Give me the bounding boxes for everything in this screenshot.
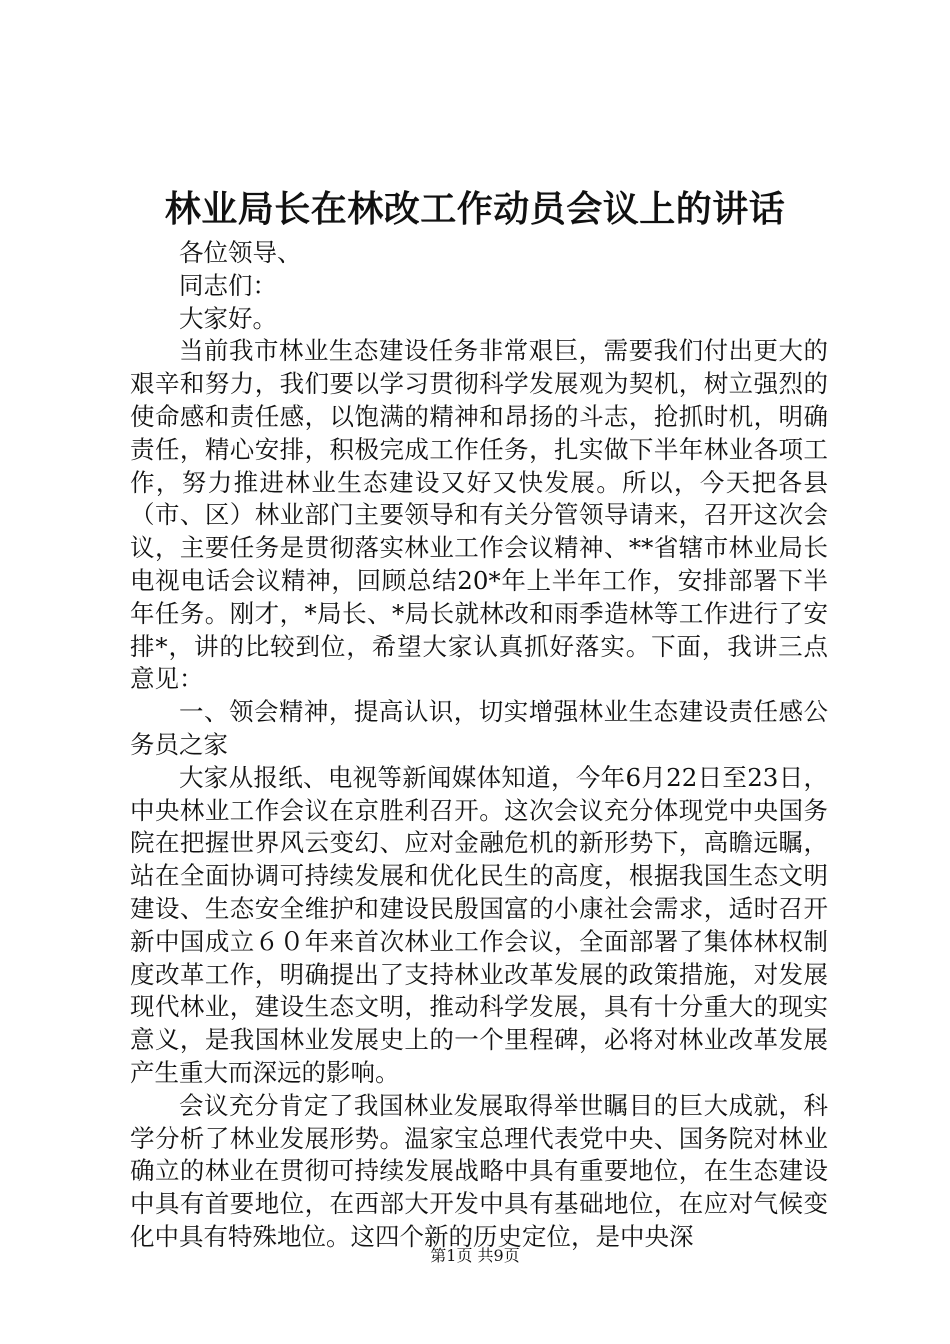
body-paragraph: 大家从报纸、电视等新闻媒体知道，今年6月22日至23日，中央林业工作会议在京胜利召开。这次会议充分体现党中央国务院在把握世界风云变幻、应对金融危机的新形势下，高瞻远瞩，站在全面协调可持续发展和优化民生的高度，根据我国生态文明建设、生态安全维护和建设民殷国富的小康社会需求，适时召开新中国成立６０年来首次林业工作会议，全面部署了集体林权制度改革工作，明确提出了支持林业改革发展的政策措施，对发展现代林业，建设生态文明，推动科学发展，具有十分重大的现实意义，是我国林业发展史上的一个里程碑，必将对林业改革发展产生重大而深远的影响。: [130, 762, 828, 1087]
body-paragraph: 当前我市林业生态建设任务非常艰巨，需要我们付出更大的艰辛和努力，我们要以学习贯彻科学发展观为契机，树立强烈的使命感和责任感，以饱满的精神和昂扬的斗志，抢抓时机，明确责任，精心安排，积极完成工作任务，扎实做下半年林业各项工作，努力推进林业生态建设又好又快发展。所以，今天把各县（市、区）林业部门主要领导和有关分管领导请来，召开这次会议，主要任务是贯彻落实林业工作会议精神、**省辖市林业局长电视电话会议精神，回顾总结20*年上半年工作，安排部署下半年任务。刚才，*局长、*局长就林改和雨季造林等工作进行了安排*，讲的比较到位，希望大家认真抓好落实。下面，我讲三点意见：: [130, 336, 828, 694]
greeting-line: 同志们：: [179, 270, 277, 300]
section-heading: 一、领会精神，提高认识，切实增强林业生态建设责任感公务员之家: [130, 697, 828, 759]
greeting-line: 各位领导、: [179, 238, 302, 267]
page-indicator: 第1页 共9页: [430, 1246, 520, 1265]
greeting-line: 大家好。: [179, 303, 277, 333]
body-paragraph: 会议充分肯定了我国林业发展取得举世瞩目的巨大成就，科学分析了林业发展形势。温家宝总理代表党中央、国务院对林业确立的林业在贯彻可持续发展战略中具有重要地位，在生态建设中具有首要地位，在西部大开发中具有基础地位，在应对气候变化中具有特殊地位。这四个新的历史定位，是中央深: [130, 1090, 828, 1251]
document-body: [130, 237, 828, 1254]
document-title: 林业局长在林改工作动员会议上的讲话: [164, 188, 786, 230]
